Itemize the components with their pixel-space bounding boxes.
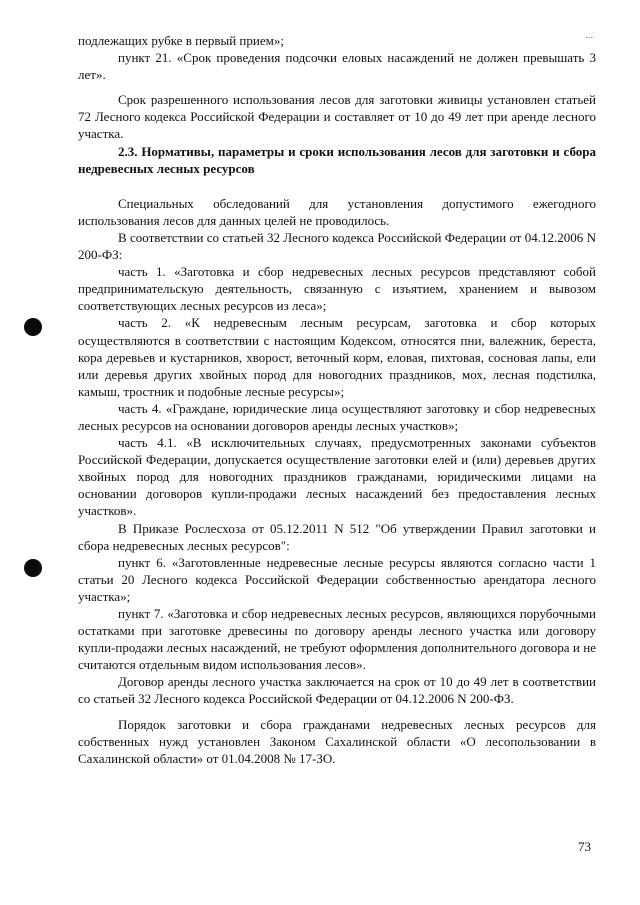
punch-hole <box>24 318 42 336</box>
paragraph-sakhalin-law: Порядок заготовки и сбора гражданами недревесных лесных ресурсов для собственных нужд установлен Законом Сахалинской области «О лесопользовании в Сахалинской области» от 01.04.2008 № 17-ЗО. <box>78 716 596 766</box>
paragraph-item-7: пункт 7. «Заготовка и сбор недревесных лесных ресурсов, являющихся порубочными остатками при заготовке древесины по договору аренды лесного участка или договору купли-продажи лесных насаждений, не требуют оформления дополнительного договора и не считаются отдельным видом использования лесов». <box>78 606 596 673</box>
paragraph-surveys: Специальных обследований для установления допустимого ежегодного использования лесов для данных целей не проводилось. <box>78 195 596 228</box>
paragraph-order-512: В Приказе Рослесхоза от 05.12.2011 N 512 "Об утверждении Правил заготовки и сбора недревесных лесных ресурсов": <box>78 520 596 553</box>
section-heading: 2.3. Нормативы, параметры и сроки использования лесов для заготовки и сбора недревесных лесных ресурсов <box>78 143 596 176</box>
paragraph-resin-term: Срок разрешенного использования лесов для заготовки живицы установлен статьей 72 Лесного кодекса Российской Федерации и составляет от 10 до 49 лет при аренде лесного участка. <box>78 92 596 142</box>
paragraph-part-2: часть 2. «К недревесным лесным ресурсам, заготовка и сбор которых осуществляются в соответствии с настоящим Кодексом, относятся пни, валежник, береста, кора деревьев и кустарников, хворост, веточный корм, еловая, пихтовая, сосновая лапы, ели или деревья других хвойных пород для новогодних праздников, мох, лесная подстилка, камыш, тростник и подобные лесные ресурсы»; <box>78 315 596 399</box>
paragraph-part-4: часть 4. «Граждане, юридические лица осуществляют заготовку и сбор недревесных лесных ресурсов на основании договоров аренды лесных участков»; <box>78 400 596 433</box>
punch-hole <box>24 559 42 577</box>
page-number: 73 <box>578 839 591 854</box>
paragraph-continuation: подлежащих рубке в первый прием»; <box>78 33 284 48</box>
paragraph-item-6: пункт 6. «Заготовленные недревесные лесные ресурсы являются согласно части 1 статьи 20 Лесного кодекса Российской Федерации собственностью арендатора лесного участка»; <box>78 554 596 604</box>
paragraph-article-32: В соответствии со статьей 32 Лесного кодекса Российской Федерации от 04.12.2006 N 200-ФЗ: <box>78 229 596 263</box>
paragraph-part-1: часть 1. «Заготовка и сбор недревесных лесных ресурсов представляют собой предпринимательскую деятельность, связанную с изъятием, хранением и вывозом соответствующих лесных ресурсов из леса»; <box>78 264 596 314</box>
page-body <box>78 32 596 767</box>
paragraph-lease-term: Договор аренды лесного участка заключается на срок от 10 до 49 лет в соответствии со статьей 32 Лесного кодекса Российской Федерации от 04.12.2006 N 200-ФЗ. <box>78 674 596 707</box>
paragraph-part-4-1: часть 4.1. «В исключительных случаях, предусмотренных законами субъектов Российской Федерации, допускается осуществление заготовки елей и (или) деревьев других хвойных пород для новогодних праздников гражданами, юридическими лицами на основании договоров купли-продажи лесных насаждений без предоставления лесных участков». <box>78 435 596 519</box>
paragraph-item-21: пункт 21. «Срок проведения подсочки еловых насаждений не должен превышать 3 лет». <box>78 50 596 83</box>
